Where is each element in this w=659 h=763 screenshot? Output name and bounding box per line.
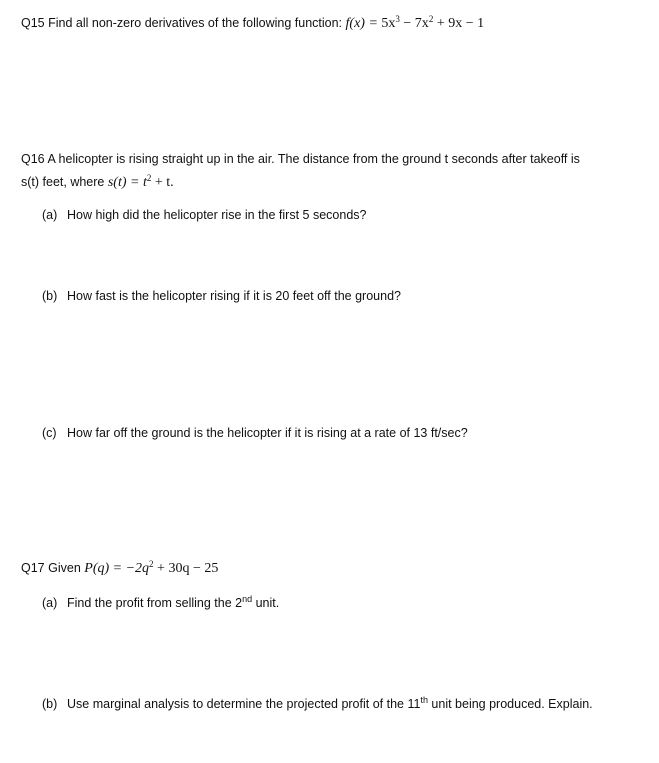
q16-question-line1 — [21, 151, 580, 167]
q17-part-b-ordinal: th — [420, 695, 428, 705]
q16-function — [108, 175, 174, 190]
q17-function-lhs: P(q) = −2q — [84, 561, 150, 576]
q16-part-b-label: (b) — [42, 289, 58, 303]
q16-part-a-label: (a) — [42, 208, 58, 222]
q17-question — [21, 560, 218, 577]
q16-part-c-text: How far off the ground is the helicopter if it is rising at a rate of 13 ft/sec? — [67, 426, 468, 440]
q17-part-a-text-before: Find the profit from selling the 2 — [67, 596, 243, 610]
q16-part-a-text: How high did the helicopter rise in the first 5 seconds? — [67, 208, 367, 222]
q16-part-b — [42, 288, 401, 304]
q17-part-b — [42, 696, 593, 712]
q16-function-rhs: + t. — [151, 175, 174, 190]
q15-question — [21, 15, 484, 32]
q16-text-line1: A helicopter is rising straight up in the air. The distance from the ground t seconds after takeoff is — [47, 152, 580, 166]
q16-part-b-text: How fast is the helicopter rising if it is 20 feet off the ground? — [67, 289, 401, 303]
q17-part-a-text-after: unit. — [252, 596, 280, 610]
q15-label: Q15 — [21, 16, 45, 30]
q16-function-exp: 2 — [146, 173, 152, 183]
q17-part-a-ordinal: nd — [242, 594, 253, 604]
q17-part-a — [42, 595, 279, 611]
q17-function-rhs: + 30q − 25 — [153, 561, 219, 576]
q16-question-line2 — [21, 174, 174, 191]
q15-function-term3: + 9x − 1 — [433, 16, 485, 31]
q16-text-line2: s(t) feet, where — [21, 175, 105, 189]
q16-part-a — [42, 207, 366, 223]
q16-label: Q16 — [21, 152, 45, 166]
q15-function-exp1: 3 — [395, 14, 400, 24]
q15-function-exp2: 2 — [428, 14, 434, 24]
q15-function — [346, 16, 485, 31]
q17-function — [84, 561, 218, 576]
q15-function-term1: 5x — [381, 16, 396, 31]
q17-part-b-text-after: unit being produced. Explain. — [427, 697, 593, 711]
q15-function-lhs: f(x) = — [345, 16, 382, 31]
q16-part-c — [42, 425, 468, 441]
q17-text: Given — [48, 561, 81, 575]
q17-function-exp: 2 — [149, 559, 154, 569]
q15-text: Find all non-zero derivatives of the following function: — [48, 16, 343, 30]
q16-part-c-label: (c) — [42, 426, 57, 440]
q15-function-term2: − 7x — [399, 16, 429, 31]
q17-part-b-text-before: Use marginal analysis to determine the projected profit of the 11 — [67, 697, 421, 711]
q17-label: Q17 — [21, 561, 45, 575]
q17-part-a-label: (a) — [42, 596, 58, 610]
q16-function-lhs: s(t) = t — [107, 175, 147, 190]
q17-part-b-label: (b) — [42, 697, 58, 711]
